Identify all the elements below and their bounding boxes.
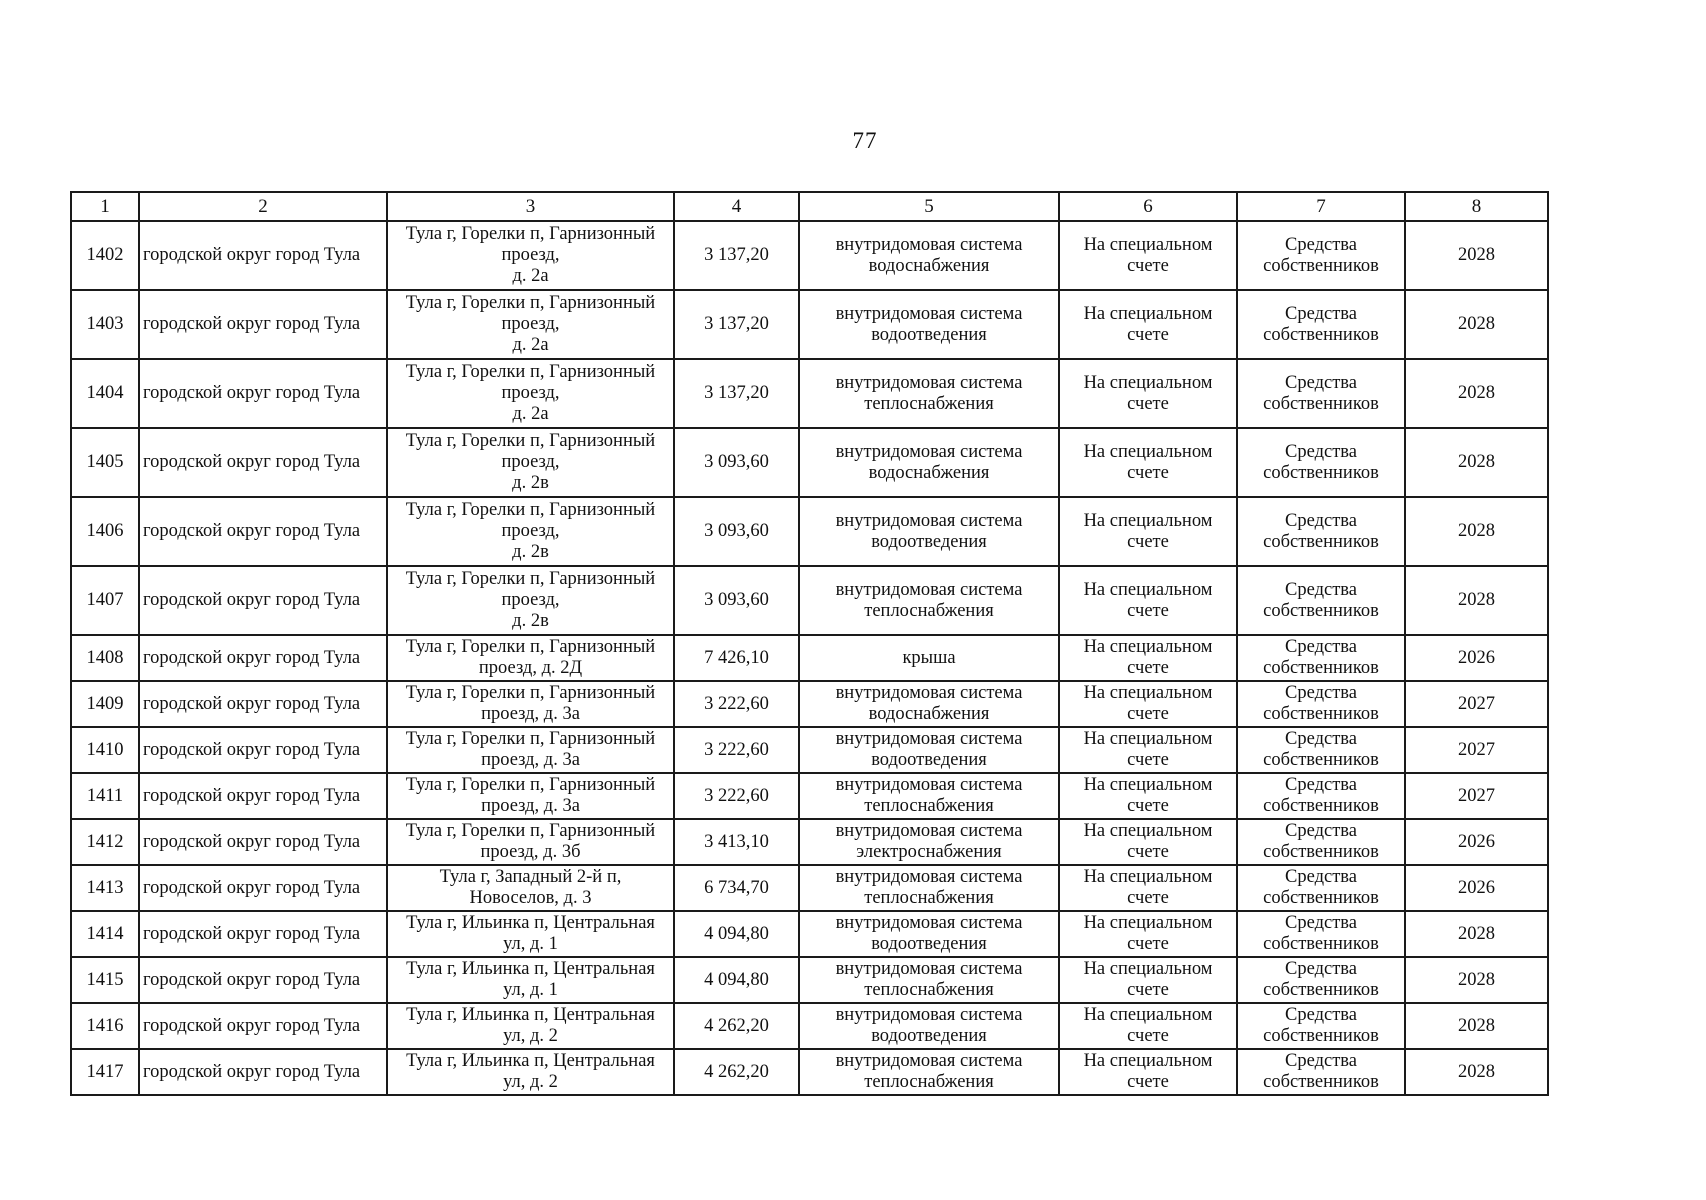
funds-line: собственников — [1263, 600, 1379, 621]
account-line: счете — [1127, 658, 1169, 678]
district-cell: городской округ город Тула — [139, 566, 387, 635]
funds-cell — [1237, 773, 1405, 819]
table-header-row — [71, 192, 1548, 221]
funds-line: собственников — [1263, 888, 1379, 908]
account-cell — [1059, 865, 1237, 911]
address-line: ул, д. 1 — [503, 980, 558, 1000]
table-body — [71, 221, 1548, 1095]
cost-cell: 4 094,80 — [674, 911, 799, 957]
account-cell — [1059, 635, 1237, 681]
address-line: д. 2а — [512, 404, 549, 424]
address-line: д. 2а — [512, 266, 549, 286]
account-cell — [1059, 1049, 1237, 1095]
system-line: водоотведения — [871, 1026, 987, 1046]
address-line: Тула г, Горелки п, Гарнизонный — [405, 683, 656, 703]
address-cell — [387, 359, 674, 428]
system-cell — [799, 221, 1059, 290]
row-number-cell: 1416 — [71, 1003, 139, 1049]
funds-line: собственников — [1263, 1026, 1379, 1046]
system-cell — [799, 1049, 1059, 1095]
funds-cell — [1237, 359, 1405, 428]
column-header: 6 — [1059, 192, 1237, 221]
address-line: ул, д. 2 — [503, 1072, 558, 1092]
funds-line: Средства — [1285, 913, 1357, 933]
row-number-cell: 1408 — [71, 635, 139, 681]
row-number-cell: 1415 — [71, 957, 139, 1003]
year-cell: 2028 — [1405, 566, 1548, 635]
district-cell: городской округ город Тула — [139, 221, 387, 290]
address-cell — [387, 428, 674, 497]
address-line: проезд, — [501, 245, 560, 265]
funds-line: собственников — [1263, 796, 1379, 816]
cost-cell: 3 093,60 — [674, 428, 799, 497]
account-line: На специальном — [1083, 959, 1213, 979]
account-line: счете — [1127, 1072, 1169, 1092]
system-line: внутридомовая система — [835, 913, 1023, 933]
system-cell — [799, 428, 1059, 497]
table-row — [71, 681, 1548, 727]
year-cell: 2027 — [1405, 773, 1548, 819]
account-line: На специальном — [1083, 867, 1213, 887]
account-line: На специальном — [1083, 234, 1213, 255]
table-row — [71, 773, 1548, 819]
system-line: внутридомовая система — [835, 1005, 1023, 1025]
funds-cell — [1237, 1049, 1405, 1095]
table-row — [71, 865, 1548, 911]
address-line: Тула г, Западный 2-й п, — [439, 867, 622, 887]
year-cell: 2028 — [1405, 957, 1548, 1003]
district-cell: городской округ город Тула — [139, 727, 387, 773]
district-cell: городской округ город Тула — [139, 819, 387, 865]
table-row — [71, 359, 1548, 428]
address-line: Тула г, Ильинка п, Центральная — [406, 1005, 655, 1025]
address-line: Тула г, Горелки п, Гарнизонный — [405, 293, 656, 313]
table-row — [71, 1003, 1548, 1049]
account-line: счете — [1127, 255, 1169, 276]
address-line: проезд, д. 3а — [481, 796, 580, 816]
address-line: Тула г, Ильинка п, Центральная — [406, 913, 655, 933]
row-number-cell: 1414 — [71, 911, 139, 957]
year-cell: 2028 — [1405, 497, 1548, 566]
address-line: проезд, — [501, 521, 560, 541]
system-line: внутридомовая система — [835, 821, 1023, 841]
system-cell — [799, 865, 1059, 911]
address-line: д. 2а — [512, 335, 549, 355]
funds-line: Средства — [1285, 775, 1357, 795]
address-line: проезд, д. 2Д — [478, 658, 583, 678]
system-line: теплоснабжения — [864, 600, 994, 621]
account-cell — [1059, 497, 1237, 566]
system-cell — [799, 957, 1059, 1003]
year-cell: 2028 — [1405, 1049, 1548, 1095]
address-line: Тула г, Горелки п, Гарнизонный — [405, 569, 656, 589]
row-number-cell: 1417 — [71, 1049, 139, 1095]
address-line: Тула г, Горелки п, Гарнизонный — [405, 821, 656, 841]
system-cell — [799, 819, 1059, 865]
row-number-cell: 1402 — [71, 221, 139, 290]
funds-cell — [1237, 819, 1405, 865]
address-line: ул, д. 2 — [503, 1026, 558, 1046]
account-line: счете — [1127, 462, 1169, 483]
cost-cell: 3 413,10 — [674, 819, 799, 865]
system-line: теплоснабжения — [864, 1072, 994, 1092]
row-number-cell: 1403 — [71, 290, 139, 359]
funds-cell — [1237, 566, 1405, 635]
funds-line: Средства — [1285, 372, 1357, 393]
account-cell — [1059, 727, 1237, 773]
account-line: счете — [1127, 796, 1169, 816]
account-cell — [1059, 221, 1237, 290]
funds-cell — [1237, 1003, 1405, 1049]
district-cell: городской округ город Тула — [139, 1049, 387, 1095]
account-cell — [1059, 911, 1237, 957]
funds-cell — [1237, 635, 1405, 681]
funds-line: собственников — [1263, 531, 1379, 552]
funds-line: Средства — [1285, 1051, 1357, 1071]
system-line: электроснабжения — [856, 842, 1002, 862]
account-line: счете — [1127, 888, 1169, 908]
address-cell — [387, 681, 674, 727]
account-line: счете — [1127, 934, 1169, 954]
account-line: На специальном — [1083, 913, 1213, 933]
account-line: На специальном — [1083, 441, 1213, 462]
address-line: ул, д. 1 — [503, 934, 558, 954]
cost-cell: 3 222,60 — [674, 773, 799, 819]
funds-line: собственников — [1263, 462, 1379, 483]
system-line: внутридомовая система — [835, 775, 1023, 795]
cost-cell: 6 734,70 — [674, 865, 799, 911]
row-number-cell: 1411 — [71, 773, 139, 819]
funds-line: Средства — [1285, 683, 1357, 703]
system-line: внутридомовая система — [835, 234, 1023, 255]
address-line: Новоселов, д. 3 — [469, 888, 592, 908]
district-cell: городской округ город Тула — [139, 911, 387, 957]
system-line: теплоснабжения — [864, 888, 994, 908]
system-line: водоснабжения — [868, 255, 990, 276]
account-line: На специальном — [1083, 683, 1213, 703]
account-cell — [1059, 957, 1237, 1003]
funds-cell — [1237, 911, 1405, 957]
district-cell: городской округ город Тула — [139, 290, 387, 359]
address-line: проезд, д. 3а — [481, 704, 580, 724]
address-cell — [387, 221, 674, 290]
address-line: проезд, — [501, 590, 560, 610]
account-line: На специальном — [1083, 303, 1213, 324]
address-cell — [387, 911, 674, 957]
column-header: 5 — [799, 192, 1059, 221]
row-number-cell: 1409 — [71, 681, 139, 727]
table-row — [71, 428, 1548, 497]
account-line: счете — [1127, 531, 1169, 552]
page-number: 77 — [852, 128, 878, 153]
funds-cell — [1237, 497, 1405, 566]
address-cell — [387, 773, 674, 819]
address-line: Тула г, Горелки п, Гарнизонный — [405, 500, 656, 520]
row-number-cell: 1412 — [71, 819, 139, 865]
system-line: водоотведения — [871, 324, 987, 345]
system-line: водоснабжения — [868, 704, 990, 724]
year-cell: 2028 — [1405, 290, 1548, 359]
year-cell: 2028 — [1405, 428, 1548, 497]
funds-line: собственников — [1263, 934, 1379, 954]
funds-line: Средства — [1285, 303, 1357, 324]
table-row — [71, 635, 1548, 681]
system-cell — [799, 911, 1059, 957]
row-number-cell: 1413 — [71, 865, 139, 911]
funds-line: Средства — [1285, 441, 1357, 462]
cost-cell: 4 262,20 — [674, 1003, 799, 1049]
funds-line: Средства — [1285, 579, 1357, 600]
address-cell — [387, 290, 674, 359]
table-row — [71, 911, 1548, 957]
system-line: внутридомовая система — [835, 372, 1023, 393]
address-cell — [387, 1049, 674, 1095]
table-row — [71, 1049, 1548, 1095]
funds-line: собственников — [1263, 704, 1379, 724]
system-cell — [799, 727, 1059, 773]
cost-cell: 3 093,60 — [674, 566, 799, 635]
system-line: внутридомовая система — [835, 303, 1023, 324]
cost-cell: 4 262,20 — [674, 1049, 799, 1095]
row-number-cell: 1406 — [71, 497, 139, 566]
table-row — [71, 290, 1548, 359]
address-line: Тула г, Горелки п, Гарнизонный — [405, 431, 656, 451]
account-cell — [1059, 359, 1237, 428]
cost-cell: 3 222,60 — [674, 727, 799, 773]
account-line: счете — [1127, 704, 1169, 724]
address-line: Тула г, Горелки п, Гарнизонный — [405, 637, 656, 657]
year-cell: 2027 — [1405, 727, 1548, 773]
funds-line: Средства — [1285, 234, 1357, 255]
system-line: крыша — [902, 647, 956, 668]
funds-line: Средства — [1285, 821, 1357, 841]
system-cell — [799, 635, 1059, 681]
system-cell — [799, 566, 1059, 635]
system-line: внутридомовая система — [835, 510, 1023, 531]
account-line: счете — [1127, 600, 1169, 621]
system-cell — [799, 1003, 1059, 1049]
funds-line: Средства — [1285, 729, 1357, 749]
funds-line: собственников — [1263, 1072, 1379, 1092]
year-cell: 2028 — [1405, 221, 1548, 290]
account-line: счете — [1127, 393, 1169, 414]
system-line: водоотведения — [871, 750, 987, 770]
row-number-cell: 1404 — [71, 359, 139, 428]
district-cell: городской округ город Тула — [139, 497, 387, 566]
district-cell: городской округ город Тула — [139, 635, 387, 681]
funds-line: собственников — [1263, 658, 1379, 678]
account-cell — [1059, 681, 1237, 727]
column-header: 7 — [1237, 192, 1405, 221]
address-line: проезд, д. 3а — [481, 750, 580, 770]
address-cell — [387, 1003, 674, 1049]
account-line: На специальном — [1083, 821, 1213, 841]
address-line: Тула г, Горелки п, Гарнизонный — [405, 362, 656, 382]
address-line: д. 2в — [512, 473, 549, 493]
address-line: Тула г, Горелки п, Гарнизонный — [405, 729, 656, 749]
cost-cell: 3 137,20 — [674, 359, 799, 428]
table-row — [71, 957, 1548, 1003]
account-line: На специальном — [1083, 729, 1213, 749]
account-cell — [1059, 290, 1237, 359]
system-cell — [799, 773, 1059, 819]
funds-line: собственников — [1263, 255, 1379, 276]
system-line: внутридомовая система — [835, 441, 1023, 462]
funds-cell — [1237, 865, 1405, 911]
address-cell — [387, 497, 674, 566]
district-cell: городской округ город Тула — [139, 428, 387, 497]
address-cell — [387, 727, 674, 773]
column-header: 8 — [1405, 192, 1548, 221]
account-cell — [1059, 1003, 1237, 1049]
cost-cell: 4 094,80 — [674, 957, 799, 1003]
district-cell: городской округ город Тула — [139, 681, 387, 727]
account-line: счете — [1127, 324, 1169, 345]
account-line: На специальном — [1083, 1005, 1213, 1025]
system-line: внутридомовая система — [835, 867, 1023, 887]
cost-cell: 7 426,10 — [674, 635, 799, 681]
funds-cell — [1237, 727, 1405, 773]
table-row — [71, 221, 1548, 290]
address-line: проезд, — [501, 383, 560, 403]
year-cell: 2026 — [1405, 865, 1548, 911]
address-line: проезд, — [501, 452, 560, 472]
system-cell — [799, 290, 1059, 359]
system-line: водоотведения — [871, 934, 987, 954]
address-line: д. 2в — [512, 542, 549, 562]
system-line: водоотведения — [871, 531, 987, 552]
address-line: Тула г, Горелки п, Гарнизонный — [405, 224, 656, 244]
account-line: На специальном — [1083, 775, 1213, 795]
district-cell: городской округ город Тула — [139, 1003, 387, 1049]
row-number-cell: 1407 — [71, 566, 139, 635]
funds-line: Средства — [1285, 867, 1357, 887]
funds-line: Средства — [1285, 1005, 1357, 1025]
table-row — [71, 819, 1548, 865]
district-cell: городской округ город Тула — [139, 957, 387, 1003]
funds-line: собственников — [1263, 750, 1379, 770]
address-cell — [387, 957, 674, 1003]
account-line: счете — [1127, 750, 1169, 770]
account-line: На специальном — [1083, 510, 1213, 531]
address-cell — [387, 635, 674, 681]
account-line: На специальном — [1083, 372, 1213, 393]
system-line: внутридомовая система — [835, 1051, 1023, 1071]
address-line: д. 2в — [512, 611, 549, 631]
system-line: внутридомовая система — [835, 959, 1023, 979]
account-line: На специальном — [1083, 1051, 1213, 1071]
address-cell — [387, 566, 674, 635]
system-cell — [799, 497, 1059, 566]
address-line: Тула г, Ильинка п, Центральная — [406, 959, 655, 979]
account-line: На специальном — [1083, 637, 1213, 657]
year-cell: 2028 — [1405, 1003, 1548, 1049]
system-cell — [799, 359, 1059, 428]
account-line: счете — [1127, 1026, 1169, 1046]
row-number-cell: 1405 — [71, 428, 139, 497]
account-line: счете — [1127, 980, 1169, 1000]
system-line: водоснабжения — [868, 462, 990, 483]
account-cell — [1059, 428, 1237, 497]
column-header: 2 — [139, 192, 387, 221]
cost-cell: 3 137,20 — [674, 290, 799, 359]
funds-cell — [1237, 428, 1405, 497]
column-header: 3 — [387, 192, 674, 221]
year-cell: 2026 — [1405, 635, 1548, 681]
system-line: внутридомовая система — [835, 729, 1023, 749]
funds-line: Средства — [1285, 510, 1357, 531]
table-row — [71, 497, 1548, 566]
funds-line: собственников — [1263, 980, 1379, 1000]
address-cell — [387, 865, 674, 911]
cost-cell: 3 222,60 — [674, 681, 799, 727]
account-cell — [1059, 566, 1237, 635]
system-line: внутридомовая система — [835, 579, 1023, 600]
address-line: Тула г, Ильинка п, Центральная — [406, 1051, 655, 1071]
address-line: проезд, — [501, 314, 560, 334]
system-line: теплоснабжения — [864, 980, 994, 1000]
system-cell — [799, 681, 1059, 727]
cost-cell: 3 093,60 — [674, 497, 799, 566]
funds-line: собственников — [1263, 324, 1379, 345]
funds-cell — [1237, 290, 1405, 359]
funds-line: собственников — [1263, 842, 1379, 862]
account-cell — [1059, 773, 1237, 819]
registry-table — [70, 191, 1549, 1096]
system-line: теплоснабжения — [864, 796, 994, 816]
year-cell: 2026 — [1405, 819, 1548, 865]
funds-line: Средства — [1285, 959, 1357, 979]
year-cell: 2028 — [1405, 359, 1548, 428]
cost-cell: 3 137,20 — [674, 221, 799, 290]
address-cell — [387, 819, 674, 865]
year-cell: 2028 — [1405, 911, 1548, 957]
funds-line: Средства — [1285, 637, 1357, 657]
funds-cell — [1237, 957, 1405, 1003]
table-row — [71, 566, 1548, 635]
account-cell — [1059, 819, 1237, 865]
system-line: теплоснабжения — [864, 393, 994, 414]
table-row — [71, 727, 1548, 773]
funds-cell — [1237, 681, 1405, 727]
address-line: проезд, д. 3б — [480, 842, 581, 862]
system-line: внутридомовая система — [835, 683, 1023, 703]
account-line: На специальном — [1083, 579, 1213, 600]
address-line: Тула г, Горелки п, Гарнизонный — [405, 775, 656, 795]
year-cell: 2027 — [1405, 681, 1548, 727]
funds-cell — [1237, 221, 1405, 290]
district-cell: городской округ город Тула — [139, 865, 387, 911]
district-cell: городской округ город Тула — [139, 359, 387, 428]
district-cell: городской округ город Тула — [139, 773, 387, 819]
column-header: 4 — [674, 192, 799, 221]
funds-line: собственников — [1263, 393, 1379, 414]
row-number-cell: 1410 — [71, 727, 139, 773]
account-line: счете — [1127, 842, 1169, 862]
column-header: 1 — [71, 192, 139, 221]
